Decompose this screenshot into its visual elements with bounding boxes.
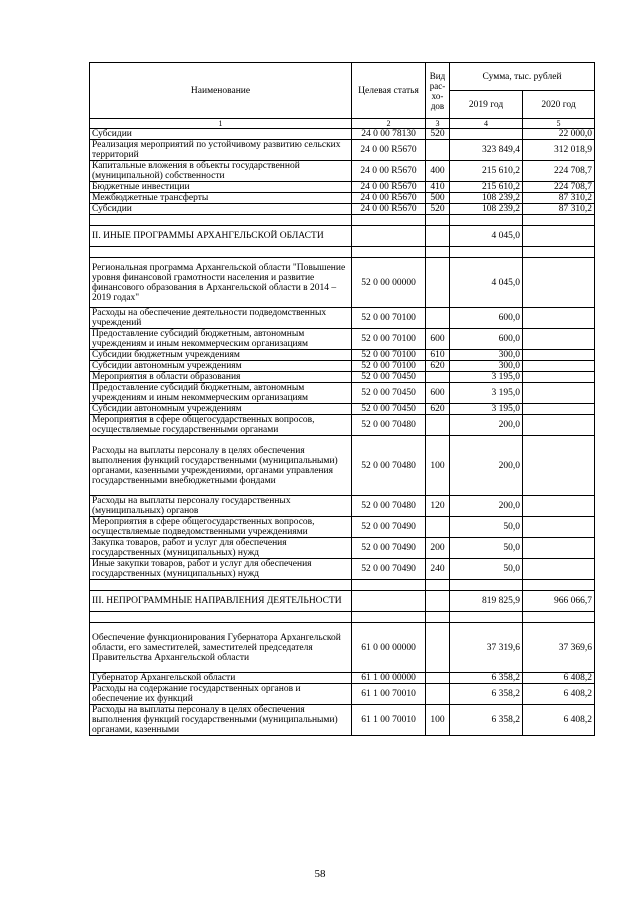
- cell-2020: 312 018,9: [523, 140, 595, 161]
- page-number: 58: [314, 868, 326, 880]
- cell-2019: 3 195,0: [450, 372, 523, 383]
- cell-code: 24 0 00 R5670: [352, 204, 426, 215]
- cell-name: Мероприятия в области образования: [90, 372, 352, 383]
- table-row: [90, 404, 595, 415]
- empty-cell: [90, 580, 352, 591]
- cell-2019: 600,0: [450, 329, 523, 350]
- cell-2019: 4 045,0: [450, 226, 523, 247]
- cell-2020: [523, 372, 595, 383]
- table-row: [90, 623, 595, 673]
- cell-code: 52 0 00 70100: [352, 361, 426, 372]
- empty-cell: [90, 215, 352, 226]
- cell-name: Закупка товаров, работ и услуг для обеспечения государственных (муниципальных) нужд: [90, 538, 352, 559]
- column-index: 5: [523, 119, 595, 129]
- table-row: [90, 182, 595, 193]
- blank-row: [90, 612, 595, 623]
- cell-code: 61 0 00 00000: [352, 623, 426, 673]
- cell-name: Губернатор Архангельской области: [90, 673, 352, 684]
- cell-2019: 215 610,2: [450, 161, 523, 182]
- cell-2019: 50,0: [450, 517, 523, 538]
- blank-row: [90, 580, 595, 591]
- cell-code: 52 0 00 00000: [352, 258, 426, 308]
- cell-vr: 620: [426, 361, 450, 372]
- cell-2020: [523, 404, 595, 415]
- table-row: [90, 415, 595, 436]
- empty-cell: [352, 580, 426, 591]
- cell-name: Субсидии: [90, 129, 352, 140]
- cell-2019: 200,0: [450, 415, 523, 436]
- table-row: [90, 140, 595, 161]
- table-row: [90, 517, 595, 538]
- cell-code: 52 0 00 70490: [352, 538, 426, 559]
- cell-code: 61 1 00 70010: [352, 684, 426, 705]
- cell-2019: 4 045,0: [450, 258, 523, 308]
- cell-code: 61 1 00 70010: [352, 705, 426, 736]
- cell-name: Субсидии автономным учреждениям: [90, 361, 352, 372]
- column-index: 2: [352, 119, 426, 129]
- table-row: [90, 161, 595, 182]
- cell-code: 24 0 00 R5670: [352, 182, 426, 193]
- cell-2020: [523, 496, 595, 517]
- cell-vr: [426, 623, 450, 673]
- cell-name: Мероприятия в сфере общегосударственных вопросов, осуществляемые подведомственными учреждениями: [90, 517, 352, 538]
- cell-2019: 600,0: [450, 308, 523, 329]
- empty-cell: [523, 215, 595, 226]
- cell-vr: [426, 226, 450, 247]
- cell-code: 52 0 00 70490: [352, 559, 426, 580]
- cell-vr: 520: [426, 129, 450, 140]
- cell-vr: [426, 673, 450, 684]
- budget-table: [89, 62, 595, 736]
- column-index-row: [90, 119, 595, 129]
- cell-code: 52 0 00 70490: [352, 517, 426, 538]
- cell-2020: 6 408,2: [523, 705, 595, 736]
- cell-vr: 200: [426, 538, 450, 559]
- table-row: [90, 129, 595, 140]
- cell-2019: 200,0: [450, 436, 523, 496]
- table-row: [90, 559, 595, 580]
- cell-2020: [523, 436, 595, 496]
- empty-cell: [426, 215, 450, 226]
- cell-2019: 50,0: [450, 559, 523, 580]
- cell-name: Предоставление субсидий бюджетным, автономным учреждениям и иным некоммерческим организациям: [90, 329, 352, 350]
- cell-2019: [450, 129, 523, 140]
- cell-code: 24 0 00 R5670: [352, 161, 426, 182]
- table-row: [90, 372, 595, 383]
- cell-2019: 50,0: [450, 538, 523, 559]
- cell-code: 24 0 00 78130: [352, 129, 426, 140]
- cell-vr: [426, 308, 450, 329]
- column-index: 4: [450, 119, 523, 129]
- cell-code: 52 0 00 70450: [352, 383, 426, 404]
- empty-cell: [523, 612, 595, 623]
- cell-2019: 819 825,9: [450, 591, 523, 612]
- header-vr: Вид рас-хо-дов: [426, 63, 450, 119]
- cell-name: Иные закупки товаров, работ и услуг для обеспечения государственных (муниципальных) нужд: [90, 559, 352, 580]
- cell-vr: [426, 140, 450, 161]
- table-row: [90, 673, 595, 684]
- cell-name: Межбюджетные трансферты: [90, 193, 352, 204]
- cell-name: Расходы на выплаты персоналу государственных (муниципальных) органов: [90, 496, 352, 517]
- cell-2020: 966 066,7: [523, 591, 595, 612]
- cell-name: Мероприятия в сфере общегосударственных вопросов, осуществляемые государственными органами: [90, 415, 352, 436]
- table-row: [90, 591, 595, 612]
- cell-vr: [426, 258, 450, 308]
- empty-cell: [90, 247, 352, 258]
- table-row: [90, 350, 595, 361]
- cell-2019: 6 358,2: [450, 684, 523, 705]
- cell-code: 24 0 00 R5670: [352, 140, 426, 161]
- cell-name: Региональная программа Архангельской области "Повышение уровня финансовой грамотности населения и развитие финансового образования в Архангельской области в 2014 – 2019 годах": [90, 258, 352, 308]
- empty-cell: [450, 247, 523, 258]
- cell-vr: [426, 517, 450, 538]
- table-row: [90, 684, 595, 705]
- empty-cell: [426, 612, 450, 623]
- empty-cell: [450, 580, 523, 591]
- cell-2019: 6 358,2: [450, 673, 523, 684]
- cell-name: Субсидии: [90, 204, 352, 215]
- cell-2020: [523, 517, 595, 538]
- cell-code: 52 0 00 70100: [352, 350, 426, 361]
- cell-vr: 600: [426, 383, 450, 404]
- cell-vr: 610: [426, 350, 450, 361]
- header-name: Наименование: [90, 63, 352, 119]
- cell-name: III. НЕПРОГРАММНЫЕ НАПРАВЛЕНИЯ ДЕЯТЕЛЬНОСТИ: [90, 591, 352, 612]
- table-row: [90, 329, 595, 350]
- table-row: [90, 538, 595, 559]
- empty-cell: [90, 612, 352, 623]
- table-row: [90, 193, 595, 204]
- cell-name: Расходы на содержание государственных органов и обеспечение их функций: [90, 684, 352, 705]
- cell-2019: 6 358,2: [450, 705, 523, 736]
- table-row: [90, 496, 595, 517]
- cell-2020: [523, 361, 595, 372]
- table-row: [90, 204, 595, 215]
- cell-name: II. ИНЫЕ ПРОГРАММЫ АРХАНГЕЛЬСКОЙ ОБЛАСТИ: [90, 226, 352, 247]
- cell-vr: 600: [426, 329, 450, 350]
- cell-2019: 300,0: [450, 361, 523, 372]
- cell-name: Субсидии автономным учреждениям: [90, 404, 352, 415]
- blank-row: [90, 247, 595, 258]
- cell-name: Капитальные вложения в объекты государственной (муниципальной) собственности: [90, 161, 352, 182]
- cell-name: Субсидии бюджетным учреждениям: [90, 350, 352, 361]
- cell-2020: [523, 559, 595, 580]
- cell-code: [352, 591, 426, 612]
- cell-2020: 224 708,7: [523, 161, 595, 182]
- header-2019: 2019 год: [450, 91, 523, 119]
- cell-vr: 100: [426, 705, 450, 736]
- cell-2019: 300,0: [450, 350, 523, 361]
- cell-vr: 500: [426, 193, 450, 204]
- cell-2020: [523, 226, 595, 247]
- cell-2020: [523, 308, 595, 329]
- cell-vr: 240: [426, 559, 450, 580]
- empty-cell: [352, 612, 426, 623]
- header-code: Целевая статья: [352, 63, 426, 119]
- cell-code: 52 0 00 70450: [352, 372, 426, 383]
- cell-code: 52 0 00 70450: [352, 404, 426, 415]
- cell-2019: 323 849,4: [450, 140, 523, 161]
- cell-vr: [426, 372, 450, 383]
- cell-code: 52 0 00 70480: [352, 496, 426, 517]
- cell-2020: 37 369,6: [523, 623, 595, 673]
- table-row: [90, 361, 595, 372]
- cell-code: 52 0 00 70480: [352, 436, 426, 496]
- cell-2020: 87 310,2: [523, 193, 595, 204]
- cell-2020: 22 000,0: [523, 129, 595, 140]
- empty-cell: [523, 247, 595, 258]
- cell-code: 24 0 00 R5670: [352, 193, 426, 204]
- table-row: [90, 226, 595, 247]
- cell-2019: 215 610,2: [450, 182, 523, 193]
- column-index: 1: [90, 119, 352, 129]
- empty-cell: [450, 612, 523, 623]
- cell-vr: 100: [426, 436, 450, 496]
- table-row: [90, 436, 595, 496]
- cell-2020: [523, 258, 595, 308]
- cell-2020: [523, 415, 595, 436]
- cell-vr: 520: [426, 204, 450, 215]
- empty-cell: [352, 247, 426, 258]
- cell-2020: [523, 538, 595, 559]
- cell-2020: [523, 350, 595, 361]
- empty-cell: [450, 215, 523, 226]
- cell-vr: [426, 591, 450, 612]
- cell-vr: [426, 684, 450, 705]
- cell-vr: [426, 415, 450, 436]
- table-row: [90, 705, 595, 736]
- cell-2019: 3 195,0: [450, 404, 523, 415]
- cell-name: Реализация мероприятий по устойчивому развитию сельских территорий: [90, 140, 352, 161]
- cell-2020: 6 408,2: [523, 673, 595, 684]
- cell-code: 52 0 00 70100: [352, 308, 426, 329]
- cell-vr: 410: [426, 182, 450, 193]
- cell-name: Обеспечение функционирования Губернатора Архангельской области, его заместителей, заместителей председателя Правительства Архангельской области: [90, 623, 352, 673]
- cell-name: Предоставление субсидий бюджетным, автономным учреждениям и иным некоммерческим организациям: [90, 383, 352, 404]
- cell-2020: [523, 329, 595, 350]
- table-row: [90, 258, 595, 308]
- header-2020: 2020 год: [523, 91, 595, 119]
- cell-2020: 6 408,2: [523, 684, 595, 705]
- cell-name: Расходы на выплаты персоналу в целях обеспечения выполнения функций государственными (муниципальными) органами, казенными учреждениями, органами управления государственными внебюджетными фондами: [90, 436, 352, 496]
- empty-cell: [426, 247, 450, 258]
- column-index: 3: [426, 119, 450, 129]
- cell-name: Бюджетные инвестиции: [90, 182, 352, 193]
- cell-code: [352, 226, 426, 247]
- empty-cell: [352, 215, 426, 226]
- cell-2020: 87 310,2: [523, 204, 595, 215]
- cell-2019: 200,0: [450, 496, 523, 517]
- cell-2019: 108 239,2: [450, 204, 523, 215]
- cell-2019: 108 239,2: [450, 193, 523, 204]
- cell-2019: 3 195,0: [450, 383, 523, 404]
- cell-vr: 120: [426, 496, 450, 517]
- header-sum: Сумма, тыс. рублей: [450, 63, 595, 91]
- cell-2020: [523, 383, 595, 404]
- cell-code: 61 1 00 00000: [352, 673, 426, 684]
- cell-2019: 37 319,6: [450, 623, 523, 673]
- cell-2020: 224 708,7: [523, 182, 595, 193]
- cell-vr: 400: [426, 161, 450, 182]
- empty-cell: [426, 580, 450, 591]
- cell-code: 52 0 00 70100: [352, 329, 426, 350]
- table-row: [90, 383, 595, 404]
- cell-name: Расходы на обеспечение деятельности подведомственных учреждений: [90, 308, 352, 329]
- cell-code: 52 0 00 70480: [352, 415, 426, 436]
- empty-cell: [523, 580, 595, 591]
- cell-name: Расходы на выплаты персоналу в целях обеспечения выполнения функций государственными (муниципальными) органами, казенными: [90, 705, 352, 736]
- table-row: [90, 308, 595, 329]
- cell-vr: 620: [426, 404, 450, 415]
- blank-row: [90, 215, 595, 226]
